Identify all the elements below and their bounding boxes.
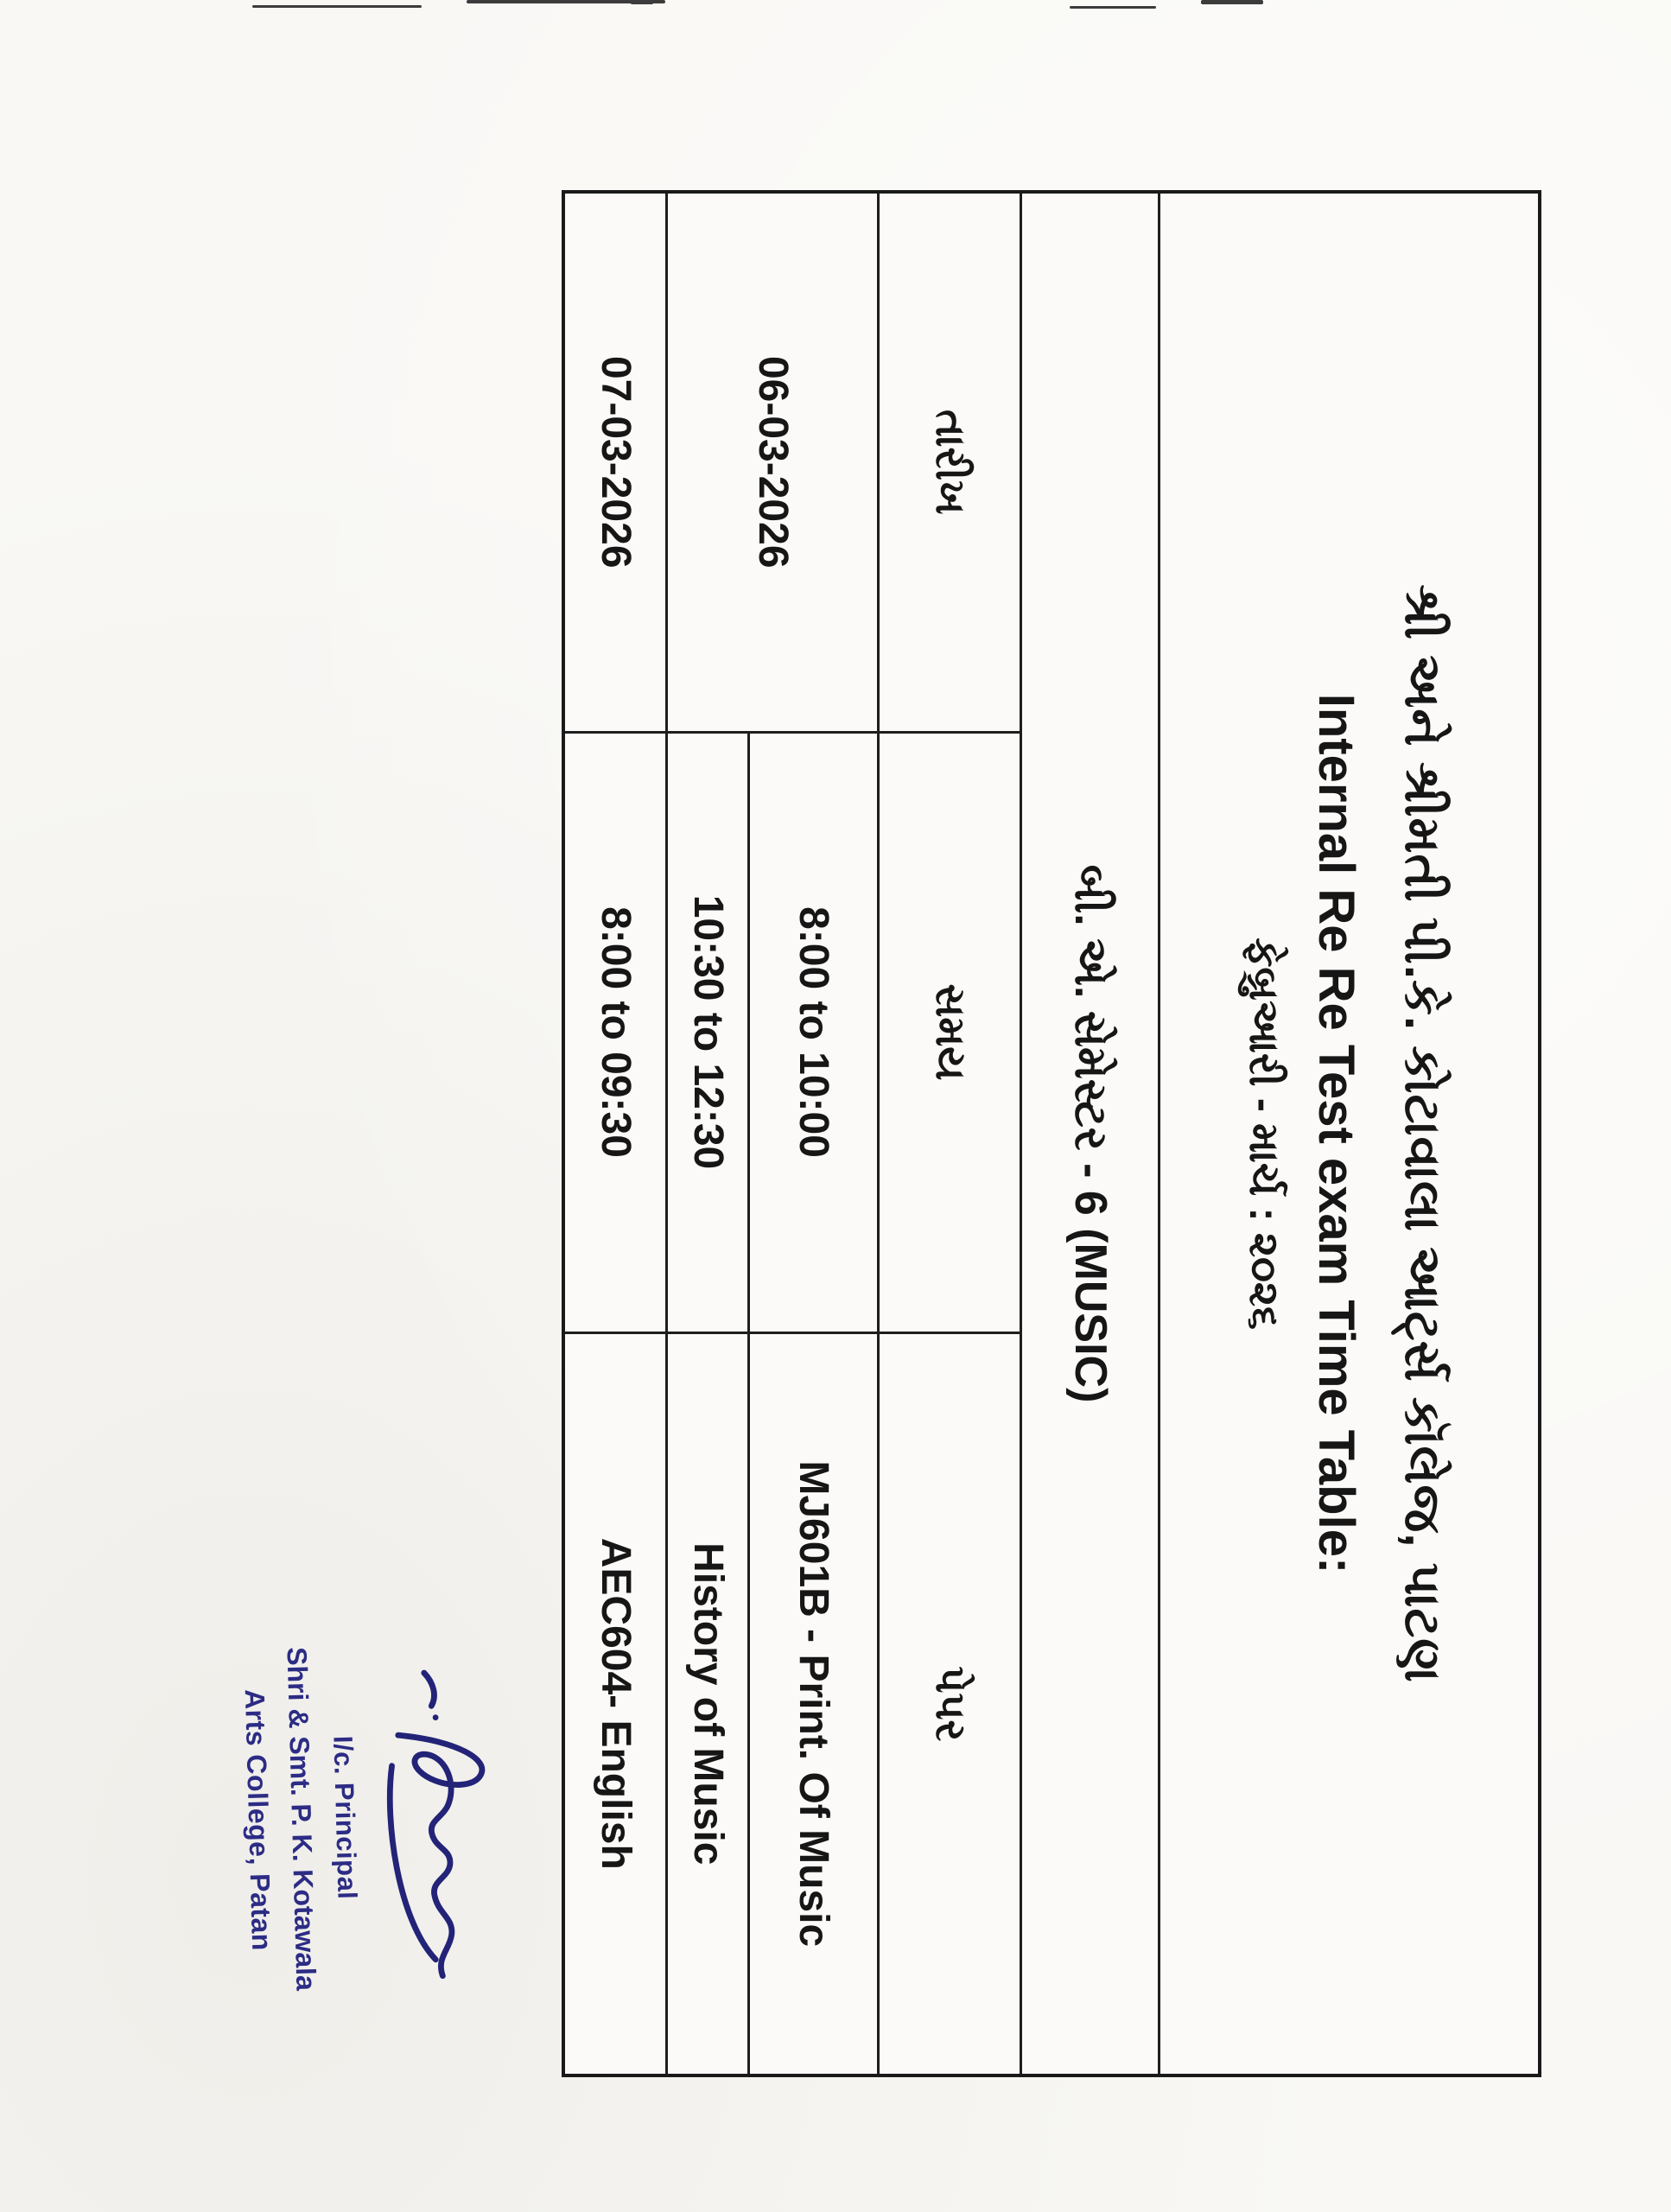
column-header-date: તારીખ — [879, 192, 1021, 732]
table-header-row — [879, 192, 1021, 2075]
signature-block — [237, 1577, 513, 2061]
exam-period: ફેબ્રુઆરી - માર્ચ : ૨૦૨૬ — [1240, 938, 1287, 1330]
time-cell: 8:00 to 09:30 — [563, 732, 667, 1332]
date-cell: 06-03-2026 — [667, 192, 879, 732]
scan-artifact — [1070, 6, 1156, 9]
date-cell: 07-03-2026 — [563, 192, 667, 732]
stamp-college-city: Arts College, Patan — [238, 1688, 278, 1952]
scan-artifact — [1201, 0, 1263, 4]
table-row — [749, 192, 879, 2075]
scan-artifact — [631, 2, 653, 4]
column-header-paper: પેપર — [879, 1332, 1021, 2075]
time-cell: 10:30 to 12:30 — [667, 732, 749, 1332]
handwritten-signature-icon — [358, 1650, 526, 2039]
paper-cell: AEC604- English — [563, 1332, 667, 2075]
title-cell — [1160, 192, 1540, 2075]
table-row — [563, 192, 667, 2075]
semester-subtitle-cell: બી. એ. સેમેસ્ટર - 6 (MUSIC) — [1021, 192, 1160, 2075]
paper-cell: History of Music — [667, 1332, 749, 2075]
principal-stamp — [230, 1575, 373, 2063]
paper-cell: MJ601B - Print. Of Music — [749, 1332, 879, 2075]
college-name-title: શ્રી અને શ્રીમતી પી.કે. કોટાવાલા આર્ટ્સ કૉલેજ, પાટણ — [1394, 584, 1451, 1683]
scan-artifact — [252, 5, 422, 8]
stamp-college-name: Shri & Smt. P. K. Kotawala — [281, 1646, 322, 1992]
exam-title: Internal Re Re Test exam Time Table: — [1307, 693, 1364, 1574]
exam-timetable-table — [562, 190, 1541, 2077]
time-cell: 8:00 to 10:00 — [749, 732, 879, 1332]
stamp-designation: I/c. Principal — [327, 1735, 363, 1900]
column-header-time: સમય — [879, 732, 1021, 1332]
